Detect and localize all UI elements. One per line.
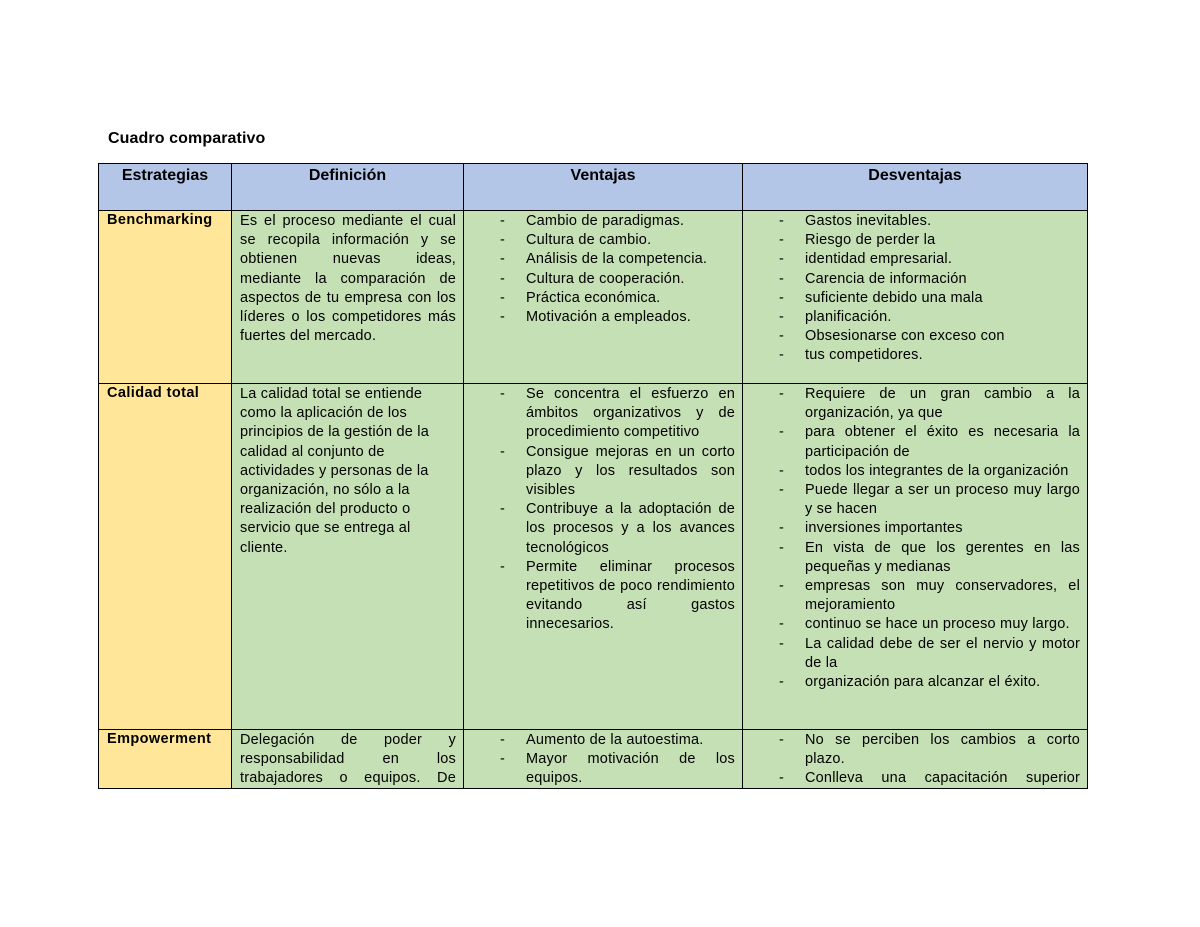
disadvantages-list [743, 730, 1087, 788]
list-item: - Cultura de cambio. [464, 231, 735, 250]
list-item: - Gastos inevitables. [743, 212, 1075, 231]
list-item: - suficiente debido una mala [743, 289, 1075, 308]
header-definicion: Definición [232, 164, 464, 211]
table-row [99, 730, 1088, 789]
header-desventajas: Desventajas [743, 164, 1088, 211]
header-ventajas: Ventajas [464, 164, 743, 211]
list-item: - organización para alcanzar el éxito. [743, 673, 1080, 692]
list-item: - identidad empresarial. [743, 250, 1075, 269]
list-item: - Puede llegar a ser un proceso muy largo y se hacen [743, 481, 1080, 519]
definition-cell [232, 384, 464, 730]
disadvantages-cell [743, 730, 1088, 789]
list-item: - Carencia de información [743, 270, 1075, 289]
list-item: - Cultura de cooperación. [464, 270, 735, 289]
definition-text: La calidad total se entiende como la aplicación de los principios de la gestión de la calidad al conjunto de actividades y personas de la organización, no sólo a la realización del producto o servicio que se entrega al cliente. [240, 386, 429, 556]
list-item: - Cambio de paradigmas. [464, 212, 735, 231]
list-item: - todos los integrantes de la organización [743, 462, 1080, 481]
list-item: - para obtener el éxito es necesaria la participación de [743, 423, 1080, 461]
list-item: - Práctica económica. [464, 289, 735, 308]
list-item: - planificación. [743, 308, 1075, 327]
list-item: - Análisis de la competencia. [464, 250, 735, 269]
strategy-cell: Benchmarking [99, 211, 232, 384]
definition-text: Delegación de poder y responsabilidad en los trabajadores o equipos. De [240, 732, 456, 787]
table-row [99, 384, 1088, 730]
advantages-list [464, 730, 742, 788]
list-item: - Contribuye a la adoptación de los procesos y a los avances tecnológicos [464, 500, 735, 558]
advantages-cell [464, 211, 743, 384]
list-item: - Mayor motivación de los equipos. [464, 750, 735, 788]
definition-cell [232, 211, 464, 384]
list-item: - Permite eliminar procesos repetitivos de poco rendimiento evitando así gastos innecesarios. [464, 558, 735, 635]
list-item: - No se perciben los cambios a corto plazo. [743, 731, 1080, 769]
header-estrategias: Estrategias [99, 164, 232, 211]
list-item: - Consigue mejoras en un corto plazo y los resultados son visibles [464, 443, 735, 501]
header-row [99, 164, 1088, 211]
list-item: - continuo se hace un proceso muy largo. [743, 615, 1080, 634]
list-item: - Requiere de un gran cambio a la organización, ya que [743, 385, 1080, 423]
list-item: - tus competidores. [743, 346, 1075, 365]
strategy-cell: Empowerment [99, 730, 232, 789]
disadvantages-list [743, 211, 1087, 366]
list-item: - La calidad debe de ser el nervio y motor de la [743, 635, 1080, 673]
list-item: - Aumento de la autoestima. [464, 731, 735, 750]
advantages-cell [464, 384, 743, 730]
definition-cell [232, 730, 464, 789]
list-item: - Se concentra el esfuerzo en ámbitos organizativos y de procedimiento competitivo [464, 385, 735, 443]
advantages-list [464, 211, 742, 327]
list-item: - empresas son muy conservadores, el mejoramiento [743, 577, 1080, 615]
disadvantages-list [743, 384, 1087, 692]
advantages-cell [464, 730, 743, 789]
list-item: - Obsesionarse con exceso con [743, 327, 1075, 346]
list-item: - Motivación a empleados. [464, 308, 735, 327]
definition-text: Es el proceso mediante el cual se recopila información y se obtienen nuevas ideas, mediante la comparación de aspectos de tu empresa con los líderes o los competidores más fuertes del mercado. [240, 213, 456, 345]
disadvantages-cell [743, 384, 1088, 730]
list-item: - inversiones importantes [743, 519, 1080, 538]
disadvantages-cell [743, 211, 1088, 384]
list-item: - Conlleva una capacitación superior [743, 769, 1080, 788]
document-title: Cuadro comparativo [108, 130, 266, 147]
strategy-cell: Calidad total [99, 384, 232, 730]
table-row [99, 211, 1088, 384]
advantages-list [464, 384, 742, 635]
list-item: - Riesgo de perder la [743, 231, 1075, 250]
list-item: - En vista de que los gerentes en las pequeñas y medianas [743, 539, 1080, 577]
comparison-table [98, 163, 1088, 789]
